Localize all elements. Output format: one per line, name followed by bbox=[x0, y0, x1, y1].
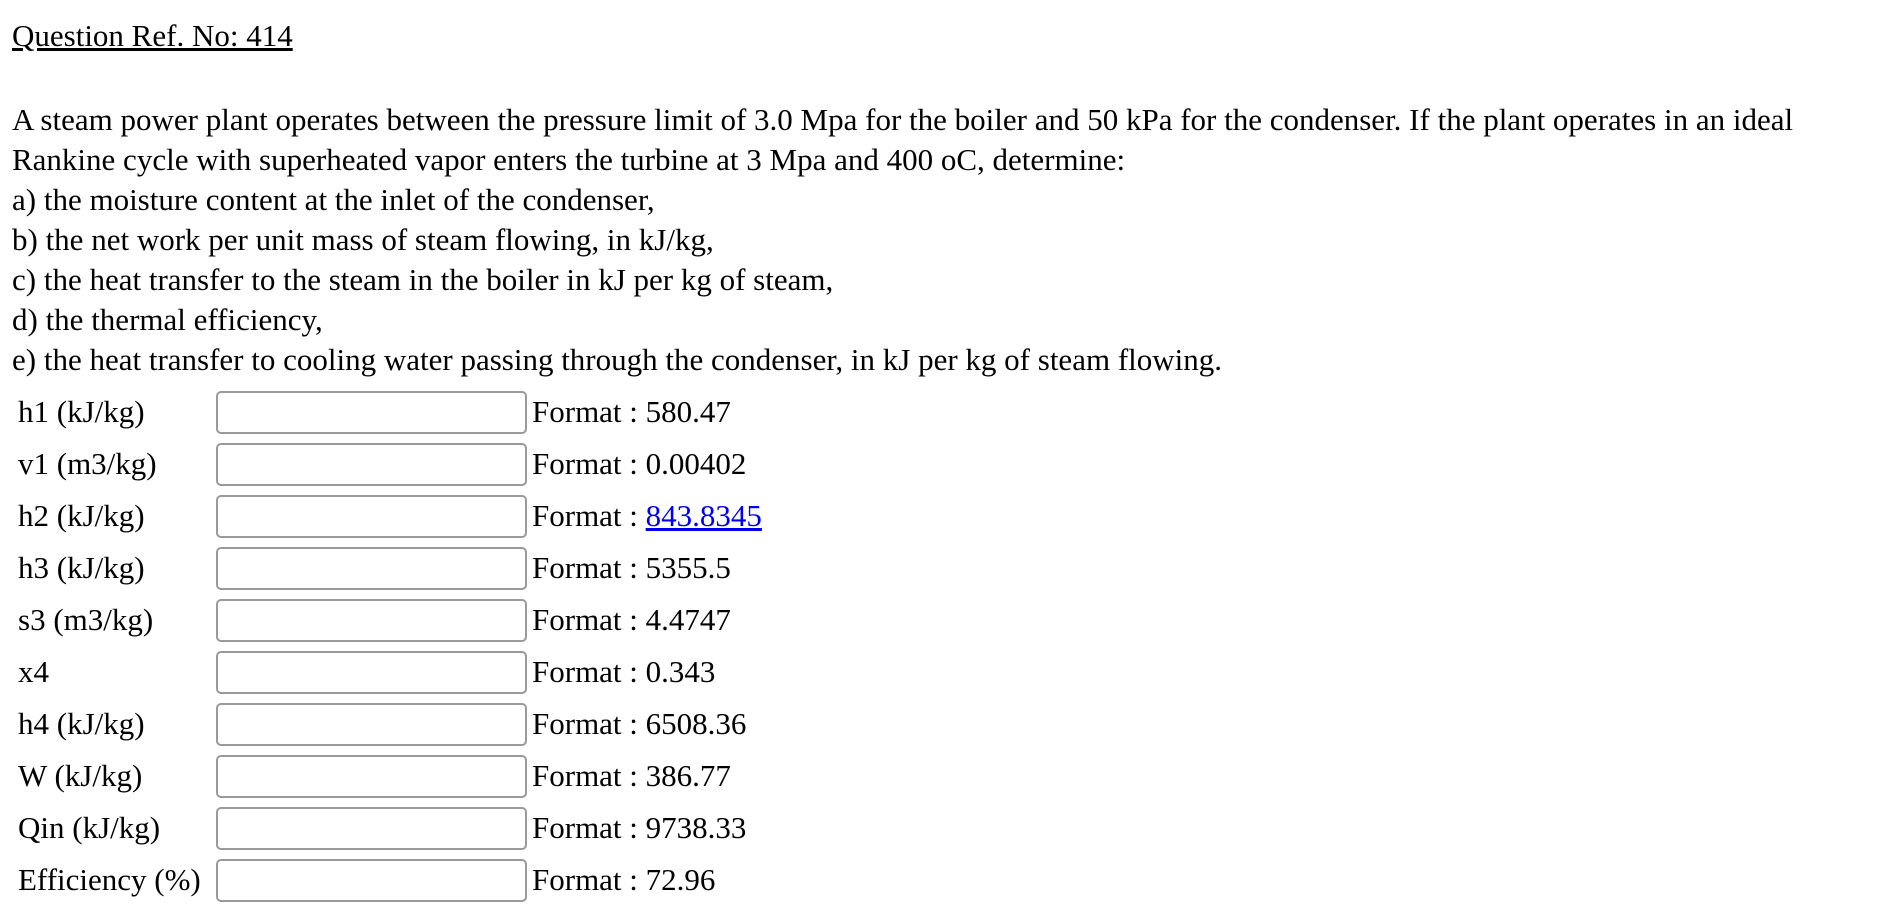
format-prefix: Format : bbox=[532, 862, 646, 897]
question-part-e: e) the heat transfer to cooling water passing through the condenser, in kJ per kg of steam flowing. bbox=[12, 342, 1222, 377]
format-hint bbox=[532, 646, 762, 698]
format-value: 0.00402 bbox=[645, 446, 747, 481]
answer-label: h2 (kJ/kg) bbox=[18, 498, 145, 533]
format-hint bbox=[532, 438, 762, 490]
answer-row-h3 bbox=[18, 542, 762, 594]
question-part-b: b) the net work per unit mass of steam flowing, in kJ/kg, bbox=[12, 222, 714, 257]
answer-label: Qin (kJ/kg) bbox=[18, 810, 161, 845]
format-prefix: Format : bbox=[532, 602, 646, 637]
answer-row-x4 bbox=[18, 646, 762, 698]
format-value: 386.77 bbox=[645, 758, 731, 793]
format-prefix: Format : bbox=[532, 654, 646, 689]
x4-input[interactable] bbox=[216, 651, 527, 694]
answer-row-h4 bbox=[18, 698, 762, 750]
v1-input[interactable] bbox=[216, 443, 527, 486]
question-line: Rankine cycle with superheated vapor enters the turbine at 3 Mpa and 400 oC, determine: bbox=[12, 142, 1126, 177]
format-value: 5355.5 bbox=[645, 550, 731, 585]
h2-input[interactable] bbox=[216, 495, 527, 538]
format-value: 6508.36 bbox=[645, 706, 747, 741]
format-value: 580.47 bbox=[645, 394, 731, 429]
question-page bbox=[12, 16, 1868, 906]
question-part-a: a) the moisture content at the inlet of the condenser, bbox=[12, 182, 655, 217]
h3-input[interactable] bbox=[216, 547, 527, 590]
question-line: A steam power plant operates between the pressure limit of 3.0 Mpa for the boiler and 50 kPa for the condenser. If the plant operates in an ideal bbox=[12, 102, 1794, 137]
format-hint bbox=[532, 802, 762, 854]
answer-row-w bbox=[18, 750, 762, 802]
answer-row-s3 bbox=[18, 594, 762, 646]
format-value: 72.96 bbox=[645, 862, 716, 897]
format-hint bbox=[532, 386, 762, 438]
answer-label: h1 (kJ/kg) bbox=[18, 394, 145, 429]
format-value: 4.4747 bbox=[645, 602, 731, 637]
answer-row-qin bbox=[18, 802, 762, 854]
format-prefix: Format : bbox=[532, 498, 646, 533]
question-part-d: d) the thermal efficiency, bbox=[12, 302, 323, 337]
format-value-link[interactable]: 843.8345 bbox=[645, 498, 762, 533]
h4-input[interactable] bbox=[216, 703, 527, 746]
format-hint bbox=[532, 594, 762, 646]
answer-row-v1 bbox=[18, 438, 762, 490]
question-part-c: c) the heat transfer to the steam in the boiler in kJ per kg of steam, bbox=[12, 262, 834, 297]
format-prefix: Format : bbox=[532, 446, 646, 481]
format-prefix: Format : bbox=[532, 706, 646, 741]
answer-label: h3 (kJ/kg) bbox=[18, 550, 145, 585]
format-prefix: Format : bbox=[532, 810, 646, 845]
format-prefix: Format : bbox=[532, 758, 646, 793]
format-value: 0.343 bbox=[645, 654, 716, 689]
answer-row-h1 bbox=[18, 386, 762, 438]
w-input[interactable] bbox=[216, 755, 527, 798]
answer-label: s3 (m3/kg) bbox=[18, 602, 154, 637]
answer-table bbox=[18, 386, 762, 906]
qin-input[interactable] bbox=[216, 807, 527, 850]
answer-row-efficiency bbox=[18, 854, 762, 906]
format-hint bbox=[532, 750, 762, 802]
format-hint bbox=[532, 854, 762, 906]
answer-label: v1 (m3/kg) bbox=[18, 446, 157, 481]
format-prefix: Format : bbox=[532, 394, 646, 429]
answer-label: Efficiency (%) bbox=[18, 862, 201, 897]
answer-row-h2 bbox=[18, 490, 762, 542]
answer-label: h4 (kJ/kg) bbox=[18, 706, 145, 741]
h1-input[interactable] bbox=[216, 391, 527, 434]
efficiency-input[interactable] bbox=[216, 859, 527, 902]
question-text bbox=[12, 100, 1868, 380]
format-hint bbox=[532, 698, 762, 750]
answer-label: x4 bbox=[18, 654, 49, 689]
format-hint bbox=[532, 490, 762, 542]
s3-input[interactable] bbox=[216, 599, 527, 642]
question-ref-number: Question Ref. No: 414 bbox=[12, 18, 293, 53]
format-prefix: Format : bbox=[532, 550, 646, 585]
format-value: 9738.33 bbox=[645, 810, 747, 845]
answer-label: W (kJ/kg) bbox=[18, 758, 143, 793]
format-hint bbox=[532, 542, 762, 594]
